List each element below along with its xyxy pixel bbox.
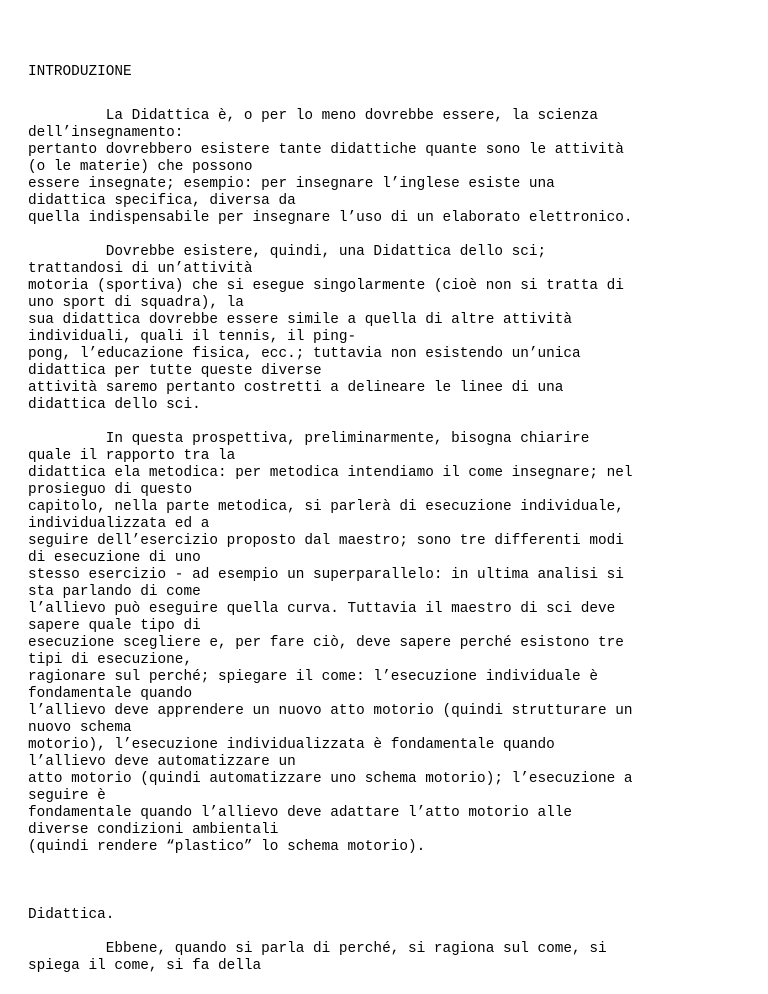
paragraph-line: didattica per tutte queste diverse xyxy=(28,363,322,379)
paragraph-line: dell’insegnamento: xyxy=(28,125,184,141)
paragraph-line: In questa prospettiva, preliminarmente, bisogna chiarire xyxy=(28,431,590,447)
paragraph-line: pong, l’educazione fisica, ecc.; tuttavia non esistendo un’unica xyxy=(28,346,581,362)
paragraph-line: tipi di esecuzione, xyxy=(28,652,193,668)
paragraph-line: prosieguo di questo xyxy=(28,482,193,498)
paragraph-line: l’allievo deve apprendere un nuovo atto motorio (quindi strutturare un xyxy=(28,703,633,719)
paragraph-line: nuovo schema xyxy=(28,720,132,736)
paragraph-line: sapere quale tipo di xyxy=(28,618,201,634)
paragraph-line: ragionare sul perché; spiegare il come: l’esecuzione individuale è xyxy=(28,669,598,685)
paragraph-line: diverse condizioni ambientali xyxy=(28,822,279,838)
paragraph-line: individuali, quali il tennis, il ping- xyxy=(28,329,357,345)
paragraph-line: motoria (sportiva) che si esegue singolarmente (cioè non si tratta di xyxy=(28,278,624,294)
paragraph-line: seguire è xyxy=(28,788,106,804)
paragraph-line: Ebbene, quando si parla di perché, si ragiona sul come, si xyxy=(28,941,607,957)
paragraph-line: individualizzata ed a xyxy=(28,516,210,532)
paragraph-line: motorio), l’esecuzione individualizzata è fondamentale quando xyxy=(28,737,555,753)
paragraph-line: didattica specifica, diversa da xyxy=(28,193,296,209)
paragraph-line: l’allievo deve automatizzare un xyxy=(28,754,296,770)
paragraph-line: pertanto dovrebbero esistere tante didattiche quante sono le attività xyxy=(28,142,624,158)
paragraph-line: esecuzione scegliere e, per fare ciò, deve sapere perché esistono tre xyxy=(28,635,624,651)
intro-heading: INTRODUZIONE xyxy=(28,64,132,80)
paragraph-line: quella indispensabile per insegnare l’uso di un elaborato elettronico. xyxy=(28,210,633,226)
paragraph-line: didattica ela metodica: per metodica intendiamo il come insegnare; nel xyxy=(28,465,633,481)
paragraph-line: spiega il come, si fa della xyxy=(28,958,262,974)
paragraph-line: seguire dell’esercizio proposto dal maestro; sono tre differenti modi xyxy=(28,533,624,549)
paragraph-line: La Didattica è, o per lo meno dovrebbe essere, la scienza xyxy=(28,108,598,124)
paragraph-line: uno sport di squadra), la xyxy=(28,295,244,311)
paragraph-line: di esecuzione di uno xyxy=(28,550,201,566)
paragraph-line: attività saremo pertanto costretti a delineare le linee di una xyxy=(28,380,564,396)
paragraph-line: sua didattica dovrebbe essere simile a quella di altre attività xyxy=(28,312,573,328)
paragraph-line: stesso esercizio - ad esempio un superparallelo: in ultima analisi si xyxy=(28,567,624,583)
paragraph-line: fondamentale quando xyxy=(28,686,193,702)
section-heading: Didattica. xyxy=(28,907,115,923)
paragraph-line: capitolo, nella parte metodica, si parlerà di esecuzione individuale, xyxy=(28,499,624,515)
paragraph-line: fondamentale quando l’allievo deve adattare l’atto motorio alle xyxy=(28,805,573,821)
paragraph-line: trattandosi di un’attività xyxy=(28,261,253,277)
paragraph-line: quale il rapporto tra la xyxy=(28,448,236,464)
paragraph-line: (o le materie) che possono xyxy=(28,159,253,175)
paragraph-line: didattica dello sci. xyxy=(28,397,201,413)
paragraph-line: sta parlando di come xyxy=(28,584,201,600)
paragraph-line: l’allievo può eseguire quella curva. Tuttavia il maestro di sci deve xyxy=(28,601,616,617)
paragraph-line: Dovrebbe esistere, quindi, una Didattica dello sci; xyxy=(28,244,547,260)
paragraph-line: atto motorio (quindi automatizzare uno schema motorio); l’esecuzione a xyxy=(28,771,633,787)
paragraph-line: (quindi rendere “plastico” lo schema motorio). xyxy=(28,839,426,855)
paragraph-line: essere insegnate; esempio: per insegnare l’inglese esiste una xyxy=(28,176,555,192)
